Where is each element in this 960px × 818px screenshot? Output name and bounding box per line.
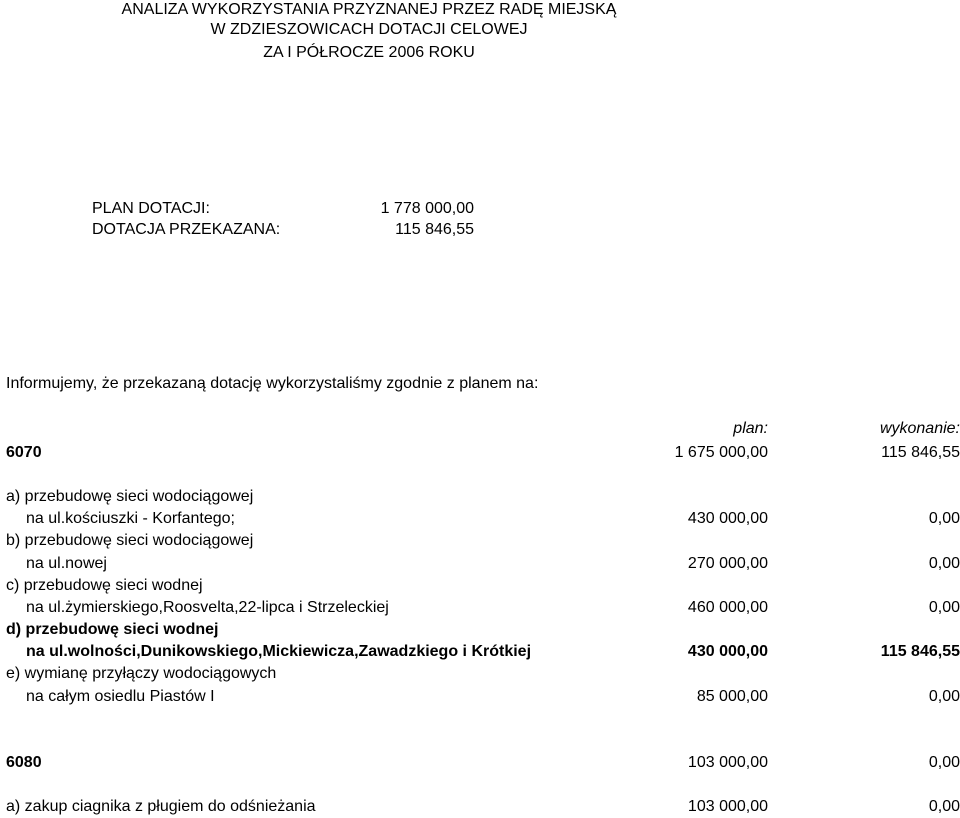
item-e-title: e) wymianę przyłączy wodociągowych bbox=[6, 665, 277, 682]
column-header-execution: wykonanie: bbox=[879, 420, 960, 437]
item-d-detail: na ul.wolności,Dunikowskiego,Mickiewicza,Zawadzkiego i Krótkiej bbox=[26, 643, 532, 660]
item-c-execution: 0,00 bbox=[928, 599, 960, 616]
section-code-6070: 6070 bbox=[6, 444, 42, 461]
item-a-title: a) przebudowę sieci wodociągowej bbox=[6, 488, 254, 505]
intro-text: Informujemy, że przekazaną dotację wykorzystaliśmy zgodnie z planem na: bbox=[6, 375, 539, 392]
item-e-plan: 85 000,00 bbox=[696, 688, 768, 705]
item-c-plan: 460 000,00 bbox=[687, 599, 768, 616]
plan-dotacji-label: PLAN DOTACJI: bbox=[92, 200, 210, 217]
section-code-6080: 6080 bbox=[6, 754, 42, 771]
item-6080-a-execution: 0,00 bbox=[928, 798, 960, 815]
column-header-plan: plan: bbox=[733, 420, 768, 437]
item-b-execution: 0,00 bbox=[928, 555, 960, 572]
title-line-3: ZA I PÓŁROCZE 2006 ROKU bbox=[263, 44, 475, 61]
item-d-execution: 115 846,55 bbox=[880, 643, 960, 660]
item-c-detail: na ul.żymierskiego,Roosvelta,22-lipca i Strzeleckiej bbox=[26, 599, 389, 616]
plan-dotacji-value: 1 778 000,00 bbox=[380, 200, 474, 217]
item-a-execution: 0,00 bbox=[928, 510, 960, 527]
item-b-detail: na ul.nowej bbox=[26, 555, 107, 572]
item-a-plan: 430 000,00 bbox=[687, 510, 768, 527]
item-d-plan: 430 000,00 bbox=[687, 643, 768, 660]
section-6080-plan: 103 000,00 bbox=[687, 754, 768, 771]
dotacja-przekazana-value: 115 846,55 bbox=[395, 221, 474, 238]
item-e-detail: na całym osiedlu Piastów I bbox=[26, 688, 215, 705]
item-a-detail: na ul.kościuszki - Korfantego; bbox=[26, 510, 235, 527]
section-6070-plan: 1 675 000,00 bbox=[674, 444, 768, 461]
item-b-title: b) przebudowę sieci wodociągowej bbox=[6, 532, 254, 549]
item-d-title: d) przebudowę sieci wodnej bbox=[6, 621, 219, 638]
item-c-title: c) przebudowę sieci wodnej bbox=[6, 577, 203, 594]
section-6070-execution: 115 846,55 bbox=[881, 444, 960, 461]
title-line-2: W ZDZIESZOWICACH DOTACJI CELOWEJ bbox=[210, 21, 528, 38]
section-6080-execution: 0,00 bbox=[928, 754, 960, 771]
item-e-execution: 0,00 bbox=[928, 688, 960, 705]
dotacja-przekazana-label: DOTACJA PRZEKAZANA: bbox=[92, 221, 281, 238]
item-b-plan: 270 000,00 bbox=[687, 555, 768, 572]
item-6080-a-plan: 103 000,00 bbox=[687, 798, 768, 815]
item-6080-a-title: a) zakup ciagnika z pługiem do odśnieżania bbox=[6, 798, 316, 815]
title-line-1: ANALIZA WYKORZYSTANIA PRZYZNANEJ PRZEZ RADĘ MIEJSKĄ bbox=[121, 1, 617, 18]
